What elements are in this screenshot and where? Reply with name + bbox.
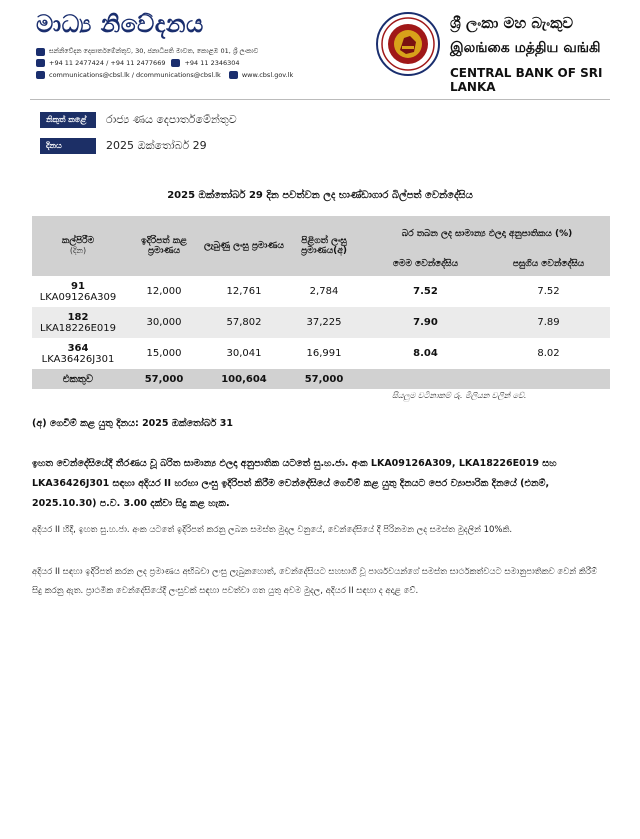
- accepted-cell: 37,225: [284, 307, 364, 338]
- globe-icon: [229, 71, 238, 79]
- issuer-label: නිකුත් කළේ: [40, 112, 96, 128]
- date-value: 2025 ඔක්තෝබර් 29: [106, 139, 207, 152]
- yield-previous-cell: 8.02: [487, 338, 610, 369]
- address-line: සන්නිවේදන දෙපාර්තමේන්තුව, 30, ජනාධිපති මාවත, කොළඹ 01, ශ්‍රී ලංකාව: [36, 47, 258, 56]
- email-link[interactable]: communications@cbsl.lk / dcommunications@cbsl.lk: [49, 71, 221, 79]
- yield-previous-cell: 7.52: [487, 276, 610, 307]
- phone-line: +94 11 2477424 / +94 11 2477669 +94 11 2346304: [36, 59, 240, 67]
- bank-name-tamil: இலங்கை மத்திய வங்கி: [450, 40, 601, 56]
- location-icon: [36, 48, 45, 56]
- received-cell: 57,802: [204, 307, 284, 338]
- offered-cell: 15,000: [124, 338, 204, 369]
- maturity-cell: 364 LKA36426J301: [32, 338, 124, 369]
- date-label: දිනය: [40, 138, 96, 154]
- yield-current-cell: 8.04: [364, 338, 487, 369]
- header-previous-auction: පසුගිය වෙන්දේසිය: [487, 252, 610, 276]
- total-received: 100,604: [204, 369, 284, 389]
- phone-icon: [36, 59, 45, 67]
- settlement-date-note: (අ) ගෙවීම් කළ යුතු දිනය: 2025 ඔක්තෝබර් 31: [32, 418, 233, 429]
- table-row: [32, 338, 610, 369]
- unit-note: සියලුම වටිනාකම් රු. මිලියන වලින් වේ.: [392, 391, 527, 400]
- bank-name-sinhala: ශ්‍රී ලංකා මහ බැංකුව: [450, 14, 574, 32]
- press-release-title: මාධ්‍ය නිවේදනය: [36, 10, 204, 38]
- received-cell: 30,041: [204, 338, 284, 369]
- cbsl-seal-logo: [376, 12, 440, 76]
- total-row: [32, 369, 610, 389]
- maturity-cell: 91 LKA09126A309: [32, 276, 124, 307]
- table-row: [32, 307, 610, 338]
- issuer-row: [40, 111, 237, 129]
- yield-previous-cell: 7.89: [487, 307, 610, 338]
- bank-name-english: CENTRAL BANK OF SRI LANKA: [450, 66, 603, 94]
- accepted-cell: 16,991: [284, 338, 364, 369]
- letterhead: [0, 0, 640, 100]
- header-offered: ඉදිරිපත් කළ ප්‍රමාණය: [124, 216, 204, 276]
- header-accepted: පිළිගත් ලංසු ප්‍රමාණය(අ): [284, 216, 364, 276]
- offered-cell: 12,000: [124, 276, 204, 307]
- fax-icon: [171, 59, 180, 67]
- total-empty-2: [487, 369, 610, 389]
- header-this-auction: මෙම වෙන්දේසිය: [364, 252, 487, 276]
- accepted-cell: 2,784: [284, 276, 364, 307]
- phase-two-amount-paragraph: අදියර II හිදී, ඉහත සු.හ.ජා. අංක යටතේ ඉදිරිපත් කරනු ලබන සමස්ත මුදල වනුයේ, වෙන්දේසියේ දී පිරිනමන ලද සමස්ත මුදලින් 10%කි.: [32, 525, 513, 535]
- offered-cell: 30,000: [124, 307, 204, 338]
- auction-results-table: [32, 216, 610, 389]
- header-maturity: කල්පිරීම (දින): [32, 216, 124, 276]
- table-row: [32, 276, 610, 307]
- website-link[interactable]: www.cbsl.gov.lk: [241, 71, 294, 79]
- table-title: 2025 ඔක්තෝබර් 29 දින පවත්වන ලද භාණ්ඩාගාර බිල්පත් වෙන්දේසිය: [167, 190, 473, 201]
- header-divider: [30, 99, 610, 100]
- header-yield-group: බර තබන ලද සාමාන්‍ය ඵලදා අනුපාතිකය (%): [364, 216, 610, 252]
- email-icon: [36, 71, 45, 79]
- issuer-value: රාජ්‍ය ණය දෙපාර්තමේන්තුව: [106, 113, 237, 126]
- received-cell: 12,761: [204, 276, 284, 307]
- phase-two-paragraph: ඉහත වෙන්දේසියේදී තීරණය වූ බරිත සාමාන්‍ය ඵලදා අනුපාතික යටතේ සු.හ.ජා. අංක LKA09126A309, LKA18226E019 සහ LKA36426J301 සඳහා අදියර II හරහා ලංසු ඉදිරිපත් කිරීම වෙන්දේසියේ ගෙවීම් කළ යුතු දිනයට පෙර ව්‍යාපාරික දිනයේ (එනම්, 2025.10.30) ප.ව. 3.00 දක්වා සිදු කළ හැක.: [32, 458, 557, 509]
- total-empty-1: [364, 369, 487, 389]
- date-row: [40, 137, 207, 155]
- yield-current-cell: 7.52: [364, 276, 487, 307]
- total-accepted: 57,000: [284, 369, 364, 389]
- yield-current-cell: 7.90: [364, 307, 487, 338]
- header-received: ලැබුණු ලංසු ප්‍රමාණය: [204, 216, 284, 276]
- maturity-cell: 182 LKA18226E019: [32, 307, 124, 338]
- allocation-paragraph: අදියර II සඳහා ඉදිරිපත් කරන ලද ප්‍රමාණය අභිබවා ලංසු ලැබුනහොත්, වෙන්දේසියට සහභාගී වූ පාර්ශවයන්ගේ සමස්ත සාර්ථකත්වයට සමානුපාතිකව වෙන් කිරීම් සිදු කරනු ඇත. ප්‍රාථමික වෙන්දේසියේදී ලංසුවක් සඳහා පවත්වා ගත යුතු අවම මුදල, අදියර II සඳහා ද අදාළ වේ.: [32, 567, 598, 596]
- total-label: එකතුව: [32, 369, 124, 389]
- total-offered: 57,000: [124, 369, 204, 389]
- email-line: [36, 71, 293, 79]
